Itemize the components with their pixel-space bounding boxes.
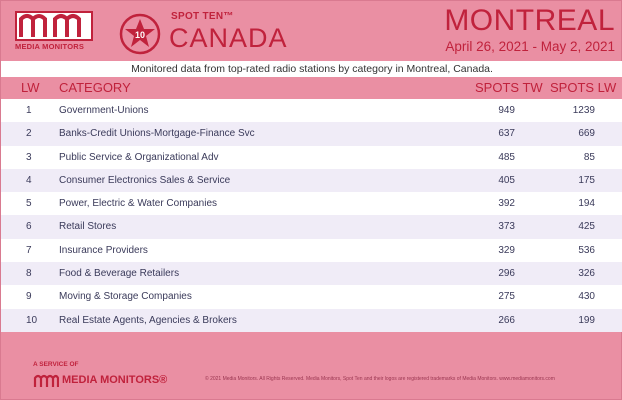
- footer-brand-name: [62, 374, 167, 386]
- brand-name: MEDIA MONITORS: [15, 42, 85, 51]
- registered-mark: ®: [159, 374, 168, 386]
- row-category: Insurance Providers: [59, 244, 148, 256]
- table-row: [1, 285, 622, 308]
- row-spots-lw: 199: [578, 314, 595, 326]
- row-category: Real Estate Agents, Agencies & Brokers: [59, 314, 237, 326]
- row-spots-lw: 536: [578, 244, 595, 256]
- row-spots-lw: 175: [578, 174, 595, 186]
- row-spots-lw: 669: [578, 128, 595, 140]
- table-row: [1, 122, 622, 145]
- row-spots-tw: 637: [498, 128, 515, 140]
- row-rank: 10: [26, 314, 38, 326]
- row-spots-lw: 430: [578, 291, 595, 303]
- table-row: [1, 169, 622, 192]
- table-row: [1, 192, 622, 215]
- row-category: Retail Stores: [59, 221, 117, 233]
- footer-logo: [33, 373, 168, 389]
- table-row: [1, 309, 622, 332]
- row-category: Food & Beverage Retailers: [59, 268, 180, 280]
- row-spots-tw: 275: [498, 291, 515, 303]
- spot-ten-badge-icon: [119, 13, 161, 55]
- row-rank: 6: [26, 221, 32, 233]
- subtitle: Monitored data from top-rated radio stations by category in Montreal, Canada.: [1, 61, 622, 77]
- row-rank: 7: [26, 244, 32, 256]
- row-spots-lw: 1239: [572, 105, 595, 116]
- header-category: CATEGORY: [59, 80, 131, 95]
- row-spots-tw: 373: [498, 221, 515, 233]
- row-category: Government-Unions: [59, 105, 149, 116]
- row-rank: 2: [26, 128, 32, 140]
- table-row: [1, 99, 622, 122]
- table-header: [1, 77, 622, 99]
- row-spots-tw: 949: [498, 105, 515, 116]
- row-spots-lw: 425: [578, 221, 595, 233]
- table-row: [1, 215, 622, 238]
- row-rank: 3: [26, 151, 32, 163]
- row-rank: 5: [26, 198, 32, 210]
- footer-brand-text: MEDIA MONITORS: [62, 374, 160, 386]
- row-rank: 4: [26, 174, 32, 186]
- table-row: [1, 239, 622, 262]
- country-title: CANADA: [169, 23, 288, 53]
- header-spots-lw: SPOTS LW: [550, 80, 617, 95]
- row-category: Public Service & Organizational Adv: [59, 151, 219, 163]
- media-monitors-logo: [15, 11, 93, 51]
- table-body: [1, 99, 622, 332]
- row-category: Banks-Credit Unions-Mortgage-Finance Svc: [59, 128, 255, 140]
- row-category: Moving & Storage Companies: [59, 291, 192, 303]
- header: [1, 1, 622, 61]
- row-spots-tw: 329: [498, 244, 515, 256]
- row-spots-tw: 485: [498, 151, 515, 163]
- copyright-notice: © 2021 Media Monitors. All Rights Reserved. Media Monitors, Spot Ten and their logos are registered trademarks of Media Monitors. www.mediamonitors.com: [205, 376, 555, 382]
- media-monitors-logo-icon: [15, 11, 93, 41]
- spots-table: [1, 77, 622, 332]
- date-range: April 26, 2021 - May 2, 2021: [445, 39, 615, 54]
- spot-badge-number: 10: [134, 30, 146, 40]
- row-rank: 9: [26, 291, 32, 303]
- service-label: A SERVICE OF: [33, 361, 79, 368]
- row-spots-tw: 296: [498, 268, 515, 280]
- row-rank: 8: [26, 268, 32, 280]
- row-spots-tw: 405: [498, 174, 515, 186]
- media-monitors-footer-icon: [33, 374, 59, 388]
- row-spots-lw: 85: [583, 151, 595, 163]
- spot-ten-label: SPOT TEN™: [171, 11, 234, 22]
- city-title: MONTREAL: [444, 4, 615, 37]
- table-row: [1, 262, 622, 285]
- row-spots-tw: 392: [498, 198, 515, 210]
- table-row: [1, 146, 622, 169]
- row-spots-lw: 326: [578, 268, 595, 280]
- row-spots-tw: 266: [498, 314, 515, 326]
- row-rank: 1: [26, 105, 32, 116]
- header-spots-tw: SPOTS TW: [475, 80, 543, 95]
- row-category: Power, Electric & Water Companies: [59, 198, 218, 210]
- row-category: Consumer Electronics Sales & Service: [59, 174, 231, 186]
- row-spots-lw: 194: [578, 198, 595, 210]
- header-lw: LW: [21, 80, 40, 95]
